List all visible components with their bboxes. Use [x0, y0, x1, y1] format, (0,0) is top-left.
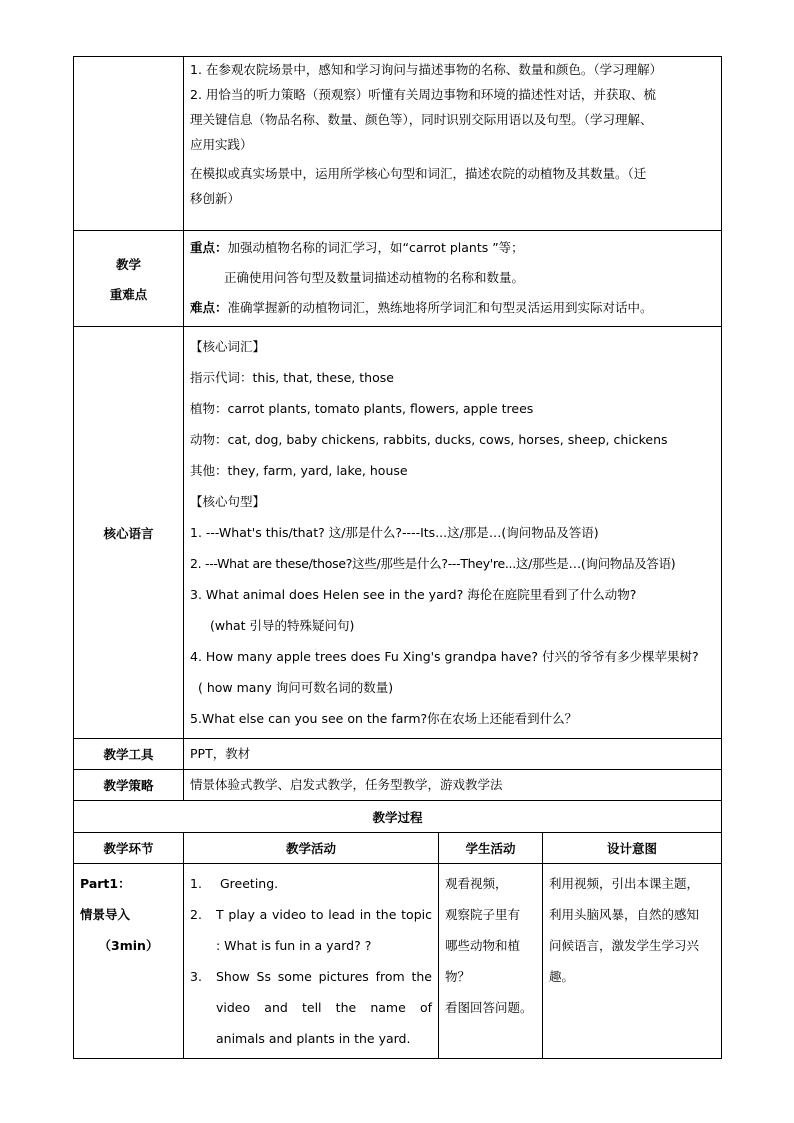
objective-line: 移创新） [190, 191, 241, 206]
focus-text: 加强动植物名称的词汇学习，如“carrot plants ”等； [227, 240, 524, 255]
sentence-line: 4. How many apple trees does Fu Xing's grandpa have? 付兴的爷爷有多少棵苹果树? [190, 649, 699, 664]
part1-teacher-activities [184, 864, 439, 1059]
objective-line: 在模拟或真实场景中，运用所学核心句型和词汇，描述农院的动植物及其数量。（迁 [190, 166, 647, 181]
activity-item [190, 961, 432, 1054]
sentence-line: 2. ---What are these/those?这些/那些是什么?---They're...这/那些是…(询问物品及答语) [190, 556, 676, 571]
part1-stage [74, 864, 184, 1059]
core-language-row [74, 327, 722, 739]
process-header-row [74, 833, 722, 864]
strategy-label: 教学策略 [74, 770, 184, 801]
sentence-line: ( how many 询问可数名词的数量) [198, 680, 394, 695]
intent-line: 利用视频，引出本课主题， [549, 876, 700, 891]
activity-item [190, 899, 432, 961]
tools-value: PPT，教材 [184, 739, 722, 770]
strategy-value: 情景体验式教学、启发式教学，任务型教学，游戏教学法 [184, 770, 722, 801]
vocab-header: 【核心词汇】 [190, 339, 266, 354]
core-language-content [184, 327, 722, 739]
key-points-content [184, 231, 722, 327]
intent-line: 问候语言，激发学生学习兴 [549, 938, 700, 953]
key-points-label-line: 教学 [115, 256, 141, 272]
vocab-line: 其他：they, farm, yard, lake, house [190, 463, 408, 478]
difficulty-line [190, 297, 715, 318]
process-title: 教学过程 [74, 801, 722, 833]
student-line: 物？ [445, 969, 471, 984]
objective-line: 应用实践） [190, 137, 253, 152]
sentence-line: 5.What else can you see on the farm?你在农场上还能看到什么？ [190, 711, 578, 726]
activity-text: Show Ss some pictures from the video and tell the name of animals and plants in the yard. [216, 969, 432, 1046]
core-language-label: 核心语言 [74, 327, 184, 739]
student-line: 哪些动物和植 [445, 938, 521, 953]
key-points-row [74, 231, 722, 327]
header-design-intent: 设计意图 [543, 833, 722, 864]
header-student-activity: 学生活动 [439, 833, 543, 864]
difficulty-label: 难点： [190, 300, 228, 315]
part1-design-intent [543, 864, 722, 1059]
objectives-row [74, 57, 722, 231]
objectives-content [184, 57, 722, 231]
part1-student-activities [439, 864, 543, 1059]
sentence-line: 3. What animal does Helen see in the yard? 海伦在庭院里看到了什么动物? [190, 587, 637, 602]
strategy-row [74, 770, 722, 801]
header-teacher-activity: 教学活动 [184, 833, 439, 864]
tools-row [74, 739, 722, 770]
part1-title: 情景导入 [80, 907, 131, 922]
part1-row [74, 864, 722, 1059]
part1-duration: （3min） [98, 938, 159, 953]
activity-text: Greeting. [220, 876, 279, 891]
student-line: 观察院子里有 [445, 907, 521, 922]
activity-item [190, 868, 432, 899]
sentence-line: (what 引导的特殊疑问句) [210, 618, 355, 633]
key-points-label-line: 重难点 [109, 286, 148, 302]
objective-line: 1. 在参观农院场景中，感知和学习询问与描述事物的名称、数量和颜色。（学习理解） [190, 62, 663, 77]
vocab-line: 植物：carrot plants, tomato plants, flowers, apple trees [190, 401, 534, 416]
objective-line: 理关键信息（物品名称、数量、颜色等），同时识别交际用语以及句型。（学习理解、 [190, 112, 653, 127]
lesson-plan-table [73, 56, 722, 1059]
objectives-label-cell [74, 57, 184, 231]
key-points-label [74, 231, 184, 327]
activity-number: 2. [190, 907, 202, 922]
student-line: 看图回答问题。 [445, 1000, 533, 1015]
activity-number: 3. [190, 969, 202, 984]
tools-label: 教学工具 [74, 739, 184, 770]
part1-name: Part1： [80, 876, 131, 891]
process-title-row [74, 801, 722, 833]
sentence-header: 【核心句型】 [190, 494, 266, 509]
activity-number: 1. [190, 876, 202, 891]
focus-label: 重点： [190, 240, 228, 255]
intent-line: 利用头脑风暴，自然的感知 [549, 907, 700, 922]
vocab-line: 动物：cat, dog, baby chickens, rabbits, ducks, cows, horses, sheep, chickens [190, 432, 668, 447]
activity-text: T play a video to lead in the topic : What is fun in a yard? ? [216, 907, 432, 953]
focus-line [190, 237, 715, 258]
header-stage: 教学环节 [74, 833, 184, 864]
vocab-line: 指示代词：this, that, these, those [190, 370, 394, 385]
difficulty-text: 准确掌握新的动植物词汇，熟练地将所学词汇和句型灵活运用到实际对话中。 [227, 300, 653, 315]
objective-line: 2. 用恰当的听力策略（预观察）听懂有关周边事物和环境的描述性对话，并获取、梳 [190, 87, 656, 102]
sentence-line: 1. ---What's this/that? 这/那是什么?----Its...这/那是…(询问物品及答语) [190, 525, 599, 540]
focus-text-2: 正确使用问答句型及数量词描述动植物的名称和数量。 [224, 270, 525, 285]
lesson-plan-page [73, 56, 721, 1059]
intent-line: 趣。 [549, 969, 575, 984]
student-line: 观看视频， [445, 876, 508, 891]
